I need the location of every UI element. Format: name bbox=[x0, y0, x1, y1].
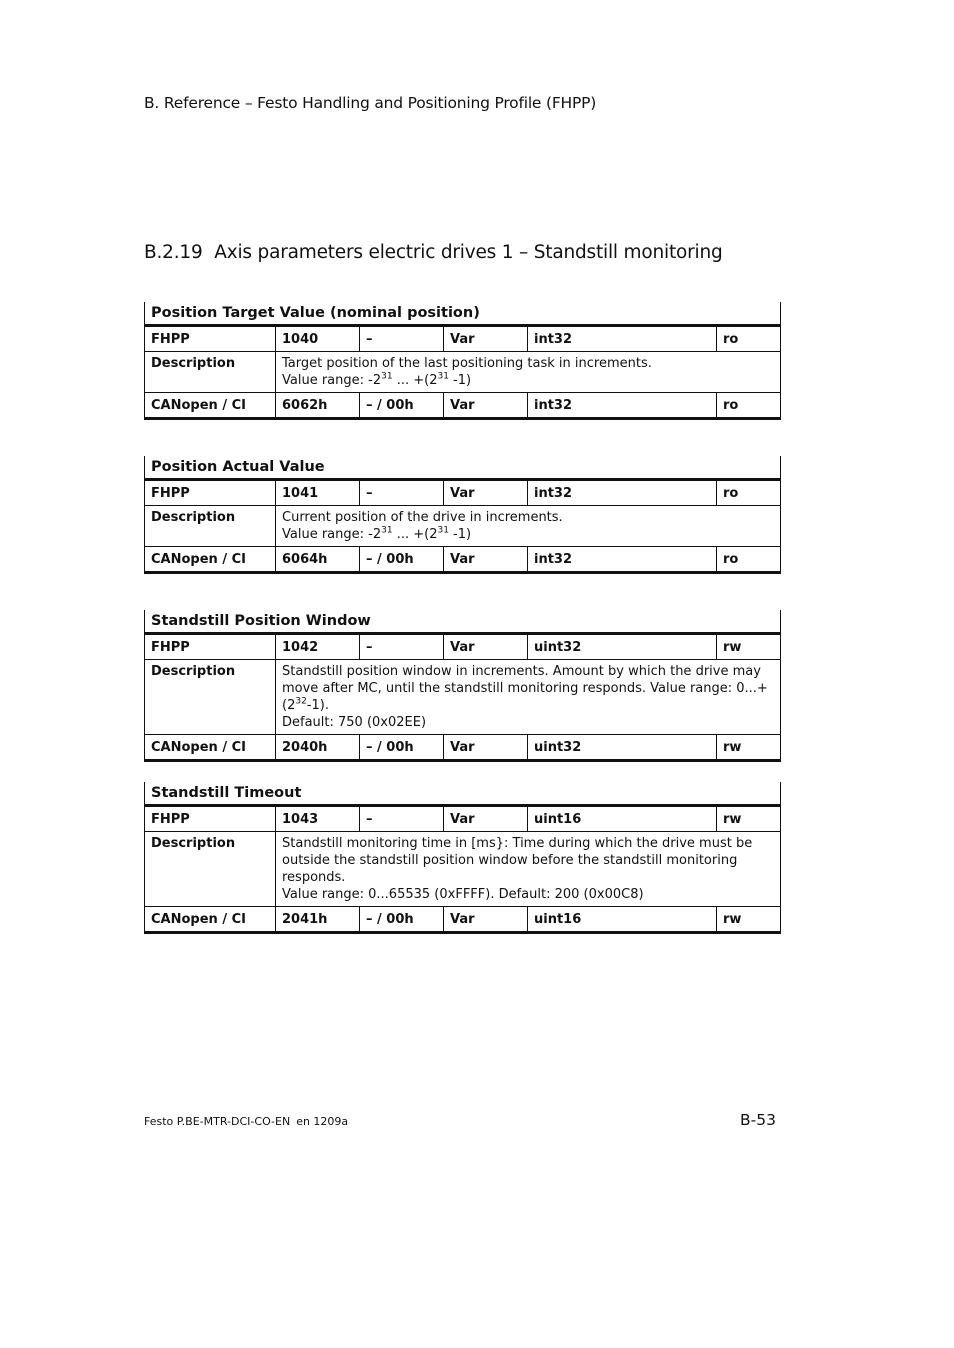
page-number: B-53 bbox=[740, 1111, 776, 1129]
fhpp-subindex: – bbox=[360, 480, 444, 506]
fhpp-number: 1041 bbox=[276, 480, 360, 506]
table-title: Standstill Timeout bbox=[145, 782, 781, 806]
canopen-type: int32 bbox=[528, 547, 717, 573]
canopen-access: rw bbox=[717, 735, 781, 761]
description-text bbox=[276, 660, 781, 735]
fhpp-class: Var bbox=[444, 634, 528, 660]
canopen-index: 6064h bbox=[276, 547, 360, 573]
table-title: Standstill Position Window bbox=[145, 610, 781, 634]
canopen-label: CANopen / CI bbox=[145, 393, 276, 419]
fhpp-access: ro bbox=[717, 480, 781, 506]
canopen-subindex: – / 00h bbox=[360, 393, 444, 419]
fhpp-type: uint16 bbox=[528, 806, 717, 832]
fhpp-label: FHPP bbox=[145, 634, 276, 660]
default-value: Value range: 0...65535 (0xFFFF). Default: 200 (0x00C8) bbox=[282, 887, 644, 902]
fhpp-access: ro bbox=[717, 326, 781, 352]
fhpp-number: 1042 bbox=[276, 634, 360, 660]
value-range: Value range: $-2^{31}$ ... $+(2^{31}$ -1) bbox=[282, 525, 472, 542]
fhpp-class: Var bbox=[444, 480, 528, 506]
fhpp-type: uint32 bbox=[528, 634, 717, 660]
description-label: Description bbox=[145, 660, 276, 735]
canopen-subindex: – / 00h bbox=[360, 547, 444, 573]
fhpp-access: rw bbox=[717, 634, 781, 660]
canopen-index: 6062h bbox=[276, 393, 360, 419]
canopen-class: Var bbox=[444, 547, 528, 573]
footer-doc-info bbox=[144, 1115, 348, 1128]
fhpp-subindex: – bbox=[360, 634, 444, 660]
fhpp-class: Var bbox=[444, 326, 528, 352]
fhpp-subindex: – bbox=[360, 326, 444, 352]
parameter-table-standstill-timeout bbox=[144, 782, 781, 934]
fhpp-type: int32 bbox=[528, 480, 717, 506]
value-range: Value range: $-2^{31}$ ... $+(2^{31}$ -1) bbox=[282, 371, 472, 388]
description-text bbox=[276, 352, 781, 393]
description-text bbox=[276, 832, 781, 907]
description-body: Standstill position window in increments. Amount by which the drive may move after MC, until the standstill monitoring responds. Value range: $0...+(2^{32}-1)$. bbox=[282, 664, 768, 713]
description-body: Standstill monitoring time in [ms}: Time during which the drive must be outside the standstill position window before the standstill monitoring responds. bbox=[282, 836, 753, 885]
table-title: Position Target Value (nominal position) bbox=[145, 302, 781, 326]
canopen-label: CANopen / CI bbox=[145, 547, 276, 573]
canopen-subindex: – / 00h bbox=[360, 907, 444, 933]
canopen-label: CANopen / CI bbox=[145, 735, 276, 761]
fhpp-label: FHPP bbox=[145, 480, 276, 506]
canopen-subindex: – / 00h bbox=[360, 735, 444, 761]
footer-version: en 1209a bbox=[296, 1115, 349, 1128]
fhpp-subindex: – bbox=[360, 806, 444, 832]
parameter-table-position-target bbox=[144, 302, 781, 420]
section-number: B.2.19 bbox=[144, 242, 203, 263]
canopen-type: uint16 bbox=[528, 907, 717, 933]
section-title-text: Axis parameters electric drives 1 – Standstill monitoring bbox=[214, 242, 723, 263]
parameter-table-standstill-window bbox=[144, 610, 781, 762]
description-label: Description bbox=[145, 506, 276, 547]
running-header: B. Reference – Festo Handling and Positioning Profile (FHPP) bbox=[144, 94, 597, 112]
fhpp-label: FHPP bbox=[145, 326, 276, 352]
canopen-access: ro bbox=[717, 547, 781, 573]
description-line: Current position of the drive in increments. bbox=[282, 510, 563, 525]
canopen-type: uint32 bbox=[528, 735, 717, 761]
description-label: Description bbox=[145, 352, 276, 393]
canopen-index: 2041h bbox=[276, 907, 360, 933]
canopen-label: CANopen / CI bbox=[145, 907, 276, 933]
canopen-class: Var bbox=[444, 907, 528, 933]
section-title bbox=[144, 242, 723, 263]
description-line: Target position of the last positioning task in increments. bbox=[282, 356, 652, 371]
canopen-access: rw bbox=[717, 907, 781, 933]
canopen-class: Var bbox=[444, 735, 528, 761]
canopen-class: Var bbox=[444, 393, 528, 419]
default-value: Default: 750 (0x02EE) bbox=[282, 715, 427, 730]
canopen-index: 2040h bbox=[276, 735, 360, 761]
footer-doc-id: Festo P.BE-MTR-DCI-CO-EN bbox=[144, 1115, 291, 1128]
canopen-type: int32 bbox=[528, 393, 717, 419]
table-title: Position Actual Value bbox=[145, 456, 781, 480]
parameter-table-position-actual bbox=[144, 456, 781, 574]
canopen-access: ro bbox=[717, 393, 781, 419]
fhpp-label: FHPP bbox=[145, 806, 276, 832]
description-label: Description bbox=[145, 832, 276, 907]
fhpp-number: 1040 bbox=[276, 326, 360, 352]
fhpp-class: Var bbox=[444, 806, 528, 832]
fhpp-access: rw bbox=[717, 806, 781, 832]
fhpp-type: int32 bbox=[528, 326, 717, 352]
fhpp-number: 1043 bbox=[276, 806, 360, 832]
description-text bbox=[276, 506, 781, 547]
